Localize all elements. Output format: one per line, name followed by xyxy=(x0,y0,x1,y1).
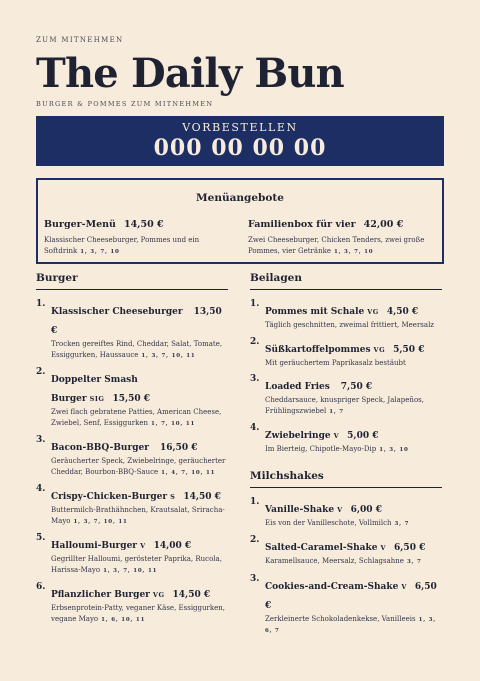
allergen-codes: 3, 7 xyxy=(394,520,410,527)
item-number: 1. xyxy=(250,496,260,507)
item-name: Doppelter Smash Burger xyxy=(51,375,138,404)
item-name: Süßkartoffelpommes xyxy=(265,344,371,355)
offer-desc: Klassischer Cheeseburger, Pommes und ein Softdrink xyxy=(44,236,200,255)
item-number: 2. xyxy=(36,367,46,377)
menu-item xyxy=(36,435,228,478)
item-name: Salted-Caramel-Shake xyxy=(265,543,378,553)
item-number: 5. xyxy=(36,533,46,543)
combo-offers-box xyxy=(36,178,444,264)
item-name: Pommes mit Schale xyxy=(265,307,365,317)
menu-item xyxy=(250,535,442,568)
item-desc: Mit geräuchertem Paprikasalz bestäubt xyxy=(265,358,406,367)
item-desc: Zwei flach gebratene Patties, American Cheese, Zwiebel, Senf, Essiggurken xyxy=(51,408,222,427)
item-number: 3. xyxy=(250,573,260,584)
item-number: 4. xyxy=(250,423,260,433)
offer-desc: Zwei Cheeseburger, Chicken Tenders, zwei große Pommes, vier Getränke xyxy=(248,236,425,255)
menu-item xyxy=(250,374,442,417)
item-desc: Im Bierteig, Chipotle-Mayo-Dip xyxy=(265,445,377,453)
item-number: 3. xyxy=(36,435,46,445)
offer-name: Burger-Menü xyxy=(44,219,116,230)
menu-item xyxy=(36,533,228,576)
preorder-banner xyxy=(36,116,444,166)
offer-item xyxy=(44,212,234,258)
section-title: Burger xyxy=(36,272,228,290)
menu-item xyxy=(250,497,442,530)
item-price: 7,50 € xyxy=(340,382,373,392)
item-desc: Erbsenprotein-Patty, veganer Käse, Essiggurken, vegane Mayo xyxy=(51,604,225,623)
item-number: 2. xyxy=(250,336,260,347)
menu-item xyxy=(36,582,228,625)
item-price: 14,50 € xyxy=(183,492,221,502)
allergen-codes: 1, 7, 10, 11 xyxy=(151,420,196,427)
diet-tag: SIG xyxy=(89,395,105,403)
menu-item xyxy=(250,574,442,637)
allergen-codes: 1, 3, 7, 10, 11 xyxy=(103,567,158,574)
item-desc: Trocken gereiftes Rind, Cheddar, Salat, Tomate, Essiggurken, Haussauce xyxy=(51,340,223,359)
item-number: 6. xyxy=(36,582,46,592)
item-number: 1. xyxy=(36,299,46,309)
item-price: 5,50 € xyxy=(393,344,425,355)
diet-tag: VG xyxy=(373,345,386,354)
item-name: Crispy-Chicken-Burger xyxy=(51,492,168,502)
diet-tag: S xyxy=(170,493,176,501)
diet-tag: VG xyxy=(367,308,379,316)
allergen-codes: 1, 3, 7, 10, 11 xyxy=(73,518,128,525)
item-price: 15,50 € xyxy=(112,394,151,404)
diet-tag: V xyxy=(401,582,407,591)
item-price: 13,50 € xyxy=(51,307,222,336)
item-price: 6,50 € xyxy=(265,581,437,611)
allergen-codes: 1, 3, 7, 10 xyxy=(333,249,374,255)
item-desc: Buttermilch-Brathähnchen, Krautsalat, Sriracha-Mayo xyxy=(51,506,225,525)
offer-price: 42,00 € xyxy=(363,219,404,230)
item-desc: Eis von der Vanilleschote, Vollmilch xyxy=(265,518,392,527)
diet-tag: V xyxy=(140,542,146,550)
item-price: 14,00 € xyxy=(153,541,192,551)
allergen-codes: 3, 7 xyxy=(406,559,422,565)
page-title: The Daily Bun xyxy=(36,50,344,97)
offer-item xyxy=(248,212,438,258)
beilagen-section xyxy=(250,272,442,643)
item-desc: Gegrillter Halloumi, gerösteter Paprika, Rucola, Harissa-Mayo xyxy=(51,555,222,574)
menu-item xyxy=(250,423,442,456)
item-name: Bacon-BBQ-Burger xyxy=(51,443,149,453)
offer-name: Familienbox für vier xyxy=(248,219,356,230)
allergen-codes: 1, 6, 10, 11 xyxy=(101,616,146,623)
item-desc: Täglich geschnitten, zweimal frittiert, Meersalz xyxy=(265,321,434,329)
menu-item xyxy=(36,367,228,429)
item-price: 6,50 € xyxy=(394,543,426,553)
offer-price: 14,50 € xyxy=(123,219,164,230)
allergen-codes: 1, 4, 7, 10, 11 xyxy=(161,469,216,476)
allergen-codes: 1, 3, 7, 10 xyxy=(80,249,120,255)
diet-tag: V xyxy=(380,544,387,552)
section-title: Milchshakes xyxy=(250,470,442,488)
item-name: Zwiebelringe xyxy=(265,431,331,441)
menu-item xyxy=(250,337,442,369)
subtitle-text: BURGER & POMMES ZUM MITNEHMEN xyxy=(36,100,214,108)
item-name: Loaded Fries xyxy=(265,382,330,392)
item-price: 6,00 € xyxy=(350,504,382,515)
item-desc: Cheddarsauce, knuspriger Speck, Jalapeños, Frühlingszwiebel xyxy=(265,396,424,415)
item-name: Klassischer Cheeseburger xyxy=(51,307,183,317)
item-price: 14,50 € xyxy=(172,590,211,600)
menu-item xyxy=(36,484,228,527)
allergen-codes: 1, 3, 6, 7 xyxy=(265,616,436,634)
item-price: 16,50 € xyxy=(159,443,198,453)
menu-item xyxy=(250,299,442,331)
item-number: 3. xyxy=(250,374,260,384)
kicker-text: ZUM MITNEHMEN xyxy=(36,36,124,44)
phone-number[interactable]: 000 00 00 00 xyxy=(153,135,327,161)
allergen-codes: 1, 7 xyxy=(329,408,344,415)
diet-tag: V xyxy=(333,432,340,440)
item-number: 2. xyxy=(250,535,260,545)
item-name: Vanille-Shake xyxy=(265,504,335,515)
item-desc: Geräucherter Speck, Zwiebelringe, geräucherter Cheddar, Bourbon-BBQ-Sauce xyxy=(51,457,226,476)
item-name: Cookies-and-Cream-Shake xyxy=(265,581,399,592)
offers-title: Menüangebote xyxy=(196,192,284,204)
item-name: Halloumi-Burger xyxy=(51,541,138,551)
preorder-label: VORBESTELLEN xyxy=(182,121,298,134)
item-price: 5,00 € xyxy=(347,431,379,441)
diet-tag: VG xyxy=(152,591,165,599)
burger-section xyxy=(36,272,228,631)
allergen-codes: 1, 3, 10 xyxy=(379,447,409,453)
item-desc: Karamellsauce, Meersalz, Schlagsahne xyxy=(265,557,404,565)
item-price: 4,50 € xyxy=(386,307,419,317)
menu-item xyxy=(36,299,228,361)
item-desc: Zerkleinerte Schokoladenkekse, Vanilleeis xyxy=(265,614,416,623)
diet-tag: V xyxy=(337,505,343,514)
item-name: Pflanzlicher Burger xyxy=(51,590,150,600)
item-number: 1. xyxy=(250,299,260,309)
allergen-codes: 1, 3, 7, 10, 11 xyxy=(141,352,196,359)
item-number: 4. xyxy=(36,484,46,494)
section-title: Beilagen xyxy=(250,272,442,290)
